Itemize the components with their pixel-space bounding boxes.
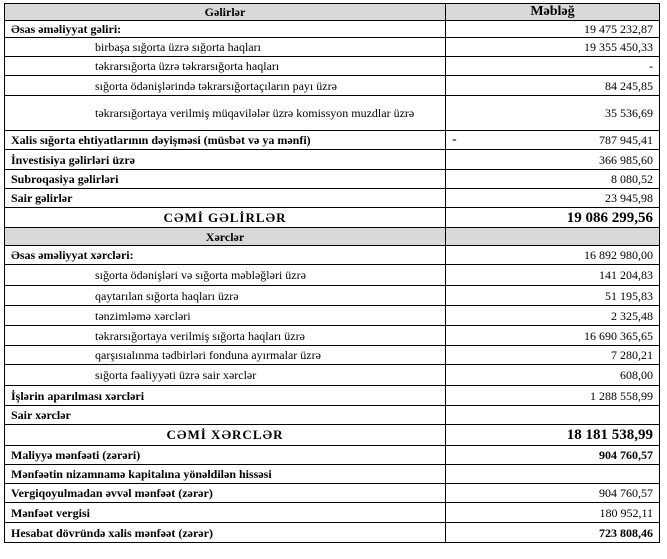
row-label: Maliyyə mənfəəti (zərəri)	[5, 446, 446, 465]
table-header-row	[5, 4, 660, 21]
row-label: Sair gəlirlər	[5, 189, 446, 208]
table-row	[5, 386, 660, 406]
table-row	[5, 57, 660, 76]
table-row	[5, 170, 660, 189]
row-label: İnvestisiya gəlirləri üzrə	[5, 150, 446, 170]
table-row	[5, 446, 660, 465]
row-label: qaytarılan sığorta haqları üzrə	[5, 286, 446, 306]
row-label: sığorta fəaliyyəti üzrə sair xərclər	[5, 365, 446, 386]
row-amount: 7 280,21	[446, 346, 660, 365]
row-amount: 723 808,46	[446, 523, 660, 543]
table-row	[5, 150, 660, 170]
row-amount: 787 945,41	[599, 133, 653, 147]
table-row	[5, 406, 660, 425]
row-amount: 8 080,52	[446, 170, 660, 189]
row-label: birbaşa sığorta üzrə sığorta haqları	[5, 38, 446, 57]
row-amount	[446, 406, 660, 425]
row-amount: 180 952,11	[446, 503, 660, 523]
row-amount: -	[446, 57, 660, 76]
total-label: CƏMİ XƏRCLƏR	[5, 425, 446, 446]
header-income: Gəlirlər	[5, 4, 446, 21]
row-amount: 1 288 558,99	[446, 386, 660, 406]
table-row	[5, 365, 660, 386]
table-row	[5, 346, 660, 365]
table-row	[5, 523, 660, 543]
row-amount: 84 245,85	[446, 76, 660, 96]
table-row	[5, 38, 660, 57]
section-header-row	[5, 228, 660, 246]
row-amount: 51 195,83	[446, 286, 660, 306]
section-header-blank	[446, 228, 660, 246]
table-row	[5, 465, 660, 484]
negative-sign: -	[452, 132, 457, 147]
income-statement-table	[4, 3, 660, 543]
total-row	[5, 208, 660, 228]
total-row	[5, 425, 660, 446]
row-label: Subroqasiya gəlirləri	[5, 170, 446, 189]
income-statement-body	[5, 4, 660, 543]
row-amount: 23 945,98	[446, 189, 660, 208]
table-row	[5, 131, 660, 150]
table-row	[5, 96, 660, 131]
table-row	[5, 503, 660, 523]
row-label: tənzimləmə xərcləri	[5, 306, 446, 326]
total-label: CƏMİ GƏLİRLƏR	[5, 208, 446, 228]
table-row	[5, 189, 660, 208]
row-label: İşlərin aparılması xərcləri	[5, 386, 446, 406]
table-row	[5, 246, 660, 265]
row-label: sığorta ödənişlərində təkrarsığortaçıların payı üzrə	[5, 76, 446, 96]
row-label: Əsas əməliyyat gəliri:	[5, 21, 446, 38]
row-amount: 2 325,48	[446, 306, 660, 326]
total-amount: 19 086 299,56	[446, 208, 660, 228]
row-amount: 35 536,69	[446, 96, 660, 131]
row-amount: 16 690 365,65	[446, 326, 660, 346]
row-amount: 141 204,83	[446, 265, 660, 286]
table-row	[5, 265, 660, 286]
row-amount-cell	[446, 131, 660, 150]
row-amount: 19 475 232,87	[446, 21, 660, 38]
row-label: təkrarsığortaya verilmiş müqavilələr üzrə komissyon muzdlar üzrə	[5, 96, 446, 131]
row-label: Vergiqoyulmadan əvvəl mənfəət (zərər)	[5, 484, 446, 503]
row-amount: 16 892 980,00	[446, 246, 660, 265]
section-header-expenses: Xərclər	[5, 228, 446, 246]
row-label: Mənfəətin nizamnamə kapitalına yönəldilən hissəsi	[5, 465, 446, 484]
table-row	[5, 484, 660, 503]
table-row	[5, 326, 660, 346]
row-amount: 904 760,57	[446, 484, 660, 503]
row-label: qarşısıalınma tədbirləri fonduna ayırmalar üzrə	[5, 346, 446, 365]
row-amount: 366 985,60	[446, 150, 660, 170]
header-amount: Məbləğ	[446, 4, 660, 21]
row-amount: 904 760,57	[446, 446, 660, 465]
row-label: Mənfəət vergisi	[5, 503, 446, 523]
total-amount: 18 181 538,99	[446, 425, 660, 446]
row-label: təkrarsığortaya verilmiş sığorta haqları üzrə	[5, 326, 446, 346]
row-amount: 19 355 450,33	[446, 38, 660, 57]
table-row	[5, 286, 660, 306]
row-amount	[446, 465, 660, 484]
row-label: Hesabat dövründə xalis mənfəət (zərər)	[5, 523, 446, 543]
row-label: təkrarsığorta üzrə təkrarsığorta haqları	[5, 57, 446, 76]
row-label: Xalis sığorta ehtiyatlarının dəyişməsi (müsbət və ya mənfi)	[5, 131, 446, 150]
table-row	[5, 76, 660, 96]
row-amount: 608,00	[446, 365, 660, 386]
table-row	[5, 21, 660, 38]
row-label: Sair xərclər	[5, 406, 446, 425]
table-row	[5, 306, 660, 326]
row-label: Əsas əməliyyat xərcləri:	[5, 246, 446, 265]
row-label: sığorta ödənişləri və sığorta məbləğləri üzrə	[5, 265, 446, 286]
